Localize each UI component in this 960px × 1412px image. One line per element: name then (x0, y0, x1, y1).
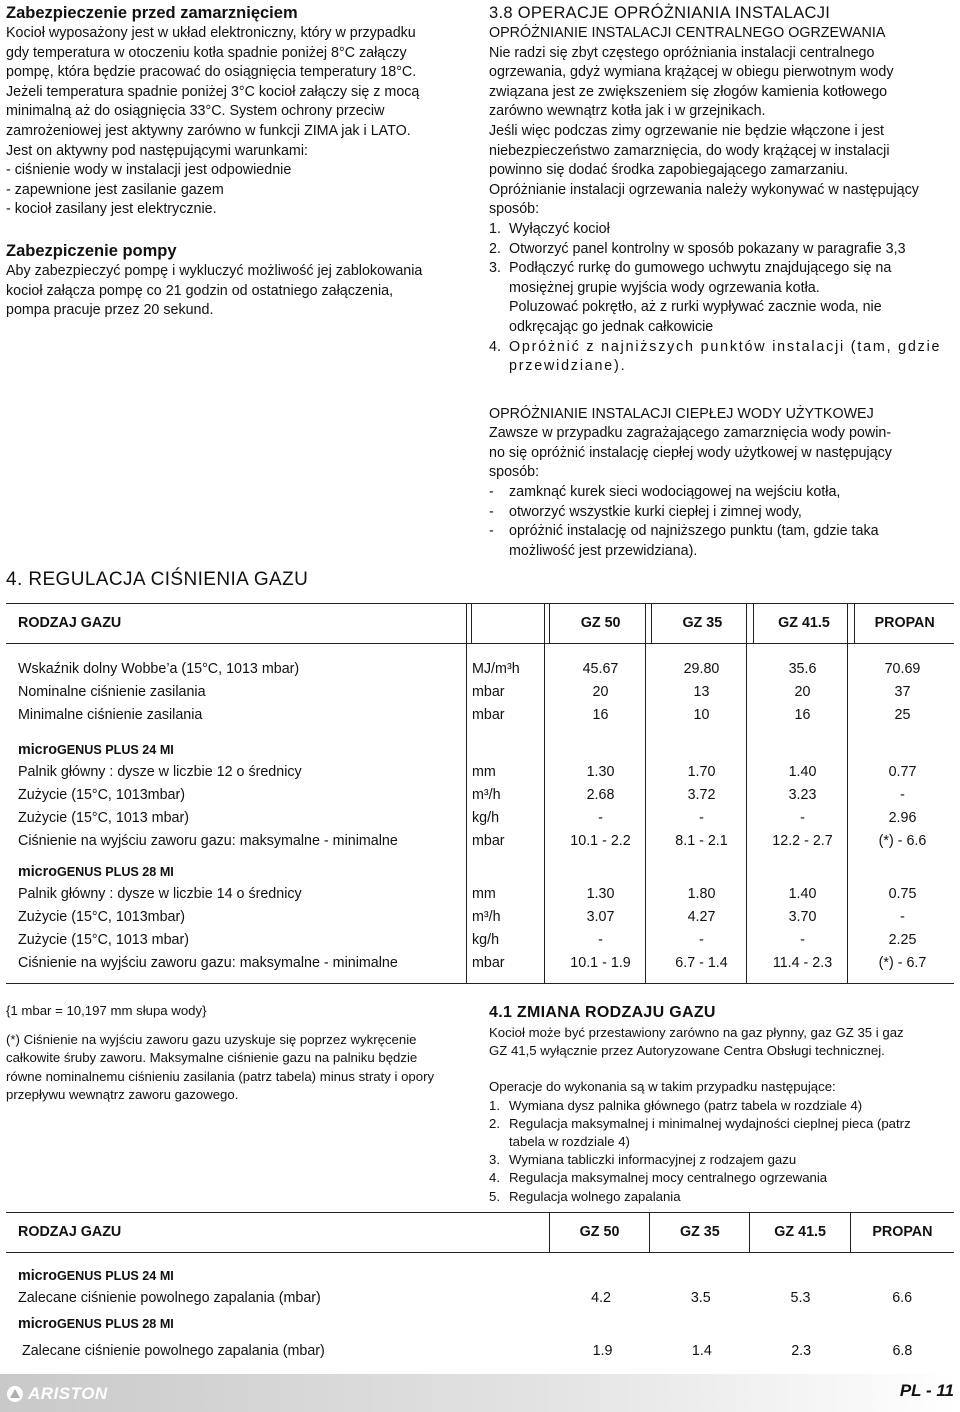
gas-change-op-text (509, 1188, 959, 1206)
row-value: 1.70 (687, 763, 716, 780)
dhw-bullet-number: - (489, 503, 494, 520)
text-line: GZ 41,5 wyłącznie przez Autoryzowane Centra Obsługi technicznej. (489, 1043, 885, 1059)
ignition-pressure-table (6, 1212, 954, 1376)
text-line: Kocioł może być przestawiony zarówno na gaz płynny, gaz GZ 35 i gaz (489, 1025, 904, 1040)
text-line: no się opróżnić instalację ciepłej wody użytkowej w następujący (489, 444, 892, 461)
row-value: 25 (894, 706, 911, 723)
table-column-divider (746, 604, 747, 983)
row-value: 3.5 (690, 1290, 711, 1307)
row-value: 0.75 (888, 885, 917, 902)
row-value: 1.40 (788, 885, 817, 902)
row-value: 37 (894, 683, 911, 700)
text-line: - ciśnienie wody w instalacji jest odpowiednie (6, 162, 292, 179)
gas-change-op-number: 4. (489, 1170, 500, 1186)
dhw-bullet (489, 522, 959, 561)
text-line: możliwość jest przewidziana). (509, 542, 698, 559)
gas-change-op-number: 3. (489, 1152, 500, 1168)
row-unit (472, 786, 550, 806)
text-line: Regulacja maksymalnej i minimalnej wydajności cieplnej pieca (patrz (509, 1115, 911, 1131)
row-label: Palnik główny : dysze w liczbie 12 o średnicy (18, 763, 302, 780)
text-line: kocioł załącza pompę co 21 godzin od ostatniego załączenia, (6, 282, 394, 299)
gas-change-op-number: 5. (489, 1188, 500, 1204)
text-line: pompa pracuje przez 20 sekund. (6, 302, 214, 319)
table-header-row (6, 604, 954, 644)
row-value: 1.4 (691, 1343, 712, 1360)
dhw-drain-text (489, 424, 959, 483)
text-line: związana jest ze zwiększeniem się złogów kamienia kotłowego (489, 83, 888, 100)
row-unit (472, 683, 550, 703)
row-value: 1.30 (586, 885, 615, 902)
row-unit (472, 954, 550, 974)
pump-protection-title: Zabezpiczenie pompy (6, 241, 177, 260)
row-label: Zalecane ciśnienie powolnego zapalania (mbar) (18, 1290, 321, 1307)
row-value: 4.2 (591, 1290, 611, 1307)
row-unit-text: mbar (472, 683, 505, 700)
dhw-bullet (489, 503, 959, 523)
row-value: 20 (592, 683, 609, 700)
text-line: Jeżeli temperatura spadnie poniżej 3°C kocioł załączy się z mocą (6, 83, 420, 100)
row-value: - (800, 931, 805, 948)
freeze-protection-title: Zabezpieczenie przed zamarznięciem (6, 4, 298, 22)
drain-subtitle: OPRÓŻNIANIE INSTALACJI CENTRALNEGO OGRZEWANIA (489, 25, 886, 41)
text-line: Wymiana tabliczki informacyjnej z rodzajem gazu (509, 1152, 797, 1168)
dhw-drain-bullets (489, 483, 959, 561)
ariston-logo (6, 1384, 108, 1404)
group-name-model: GENUS PLUS 28 MI (56, 865, 174, 880)
group-name-micro: micro (18, 742, 57, 759)
row-unit-text: mbar (472, 706, 505, 723)
drain-step-number: 1. (489, 220, 501, 237)
table-header-col: GZ 50 (549, 604, 651, 643)
row-value: 20 (794, 683, 811, 700)
row-unit (472, 832, 550, 852)
row-label: Minimalne ciśnienie zasilania (18, 706, 203, 723)
text-line: Regulacja maksymalnej mocy centralnego ogrzewania (509, 1170, 828, 1186)
row-value: 2.3 (791, 1343, 812, 1360)
table-row (6, 830, 954, 853)
row-value: - (598, 931, 603, 948)
drain-section-title: 3.8 OPERACJE OPRÓŻNIANIA INSTALACJI (489, 4, 831, 22)
table-row (6, 807, 954, 830)
row-value: 45.67 (582, 660, 619, 677)
text-line: powinno się dodać środka zapobiegającego zamarzaniu. (489, 162, 849, 179)
row-unit (472, 763, 550, 783)
row-unit (472, 885, 550, 905)
row-value: - (699, 809, 704, 826)
drain-paragraph-2 (489, 122, 959, 181)
text-line: Nie radzi się zbyt częstego opróżniania instalacji centralnego (489, 44, 875, 61)
text-line: minimalną aż do osiągnięcia 33°C. System ochrony przeciw (6, 103, 385, 120)
table-row (6, 658, 954, 681)
table-row (6, 906, 954, 929)
row-value: 12.2 - 2.7 (772, 832, 833, 849)
row-value: 2.25 (888, 931, 917, 948)
row-value: 2.68 (586, 786, 615, 803)
drain-paragraph-3 (489, 181, 959, 220)
gas-change-op-text (509, 1151, 959, 1169)
group-name-micro: micro (18, 1316, 57, 1333)
text-line: pompę, która będzie pracować do osiągnięcia temperatury 18°C. (6, 64, 417, 81)
gas-change-op (489, 1169, 959, 1187)
row-value: 3.07 (586, 908, 615, 925)
row-unit (472, 706, 550, 726)
text-line: zarówno wewnątrz kotła jak i w grzejnikach. (489, 103, 766, 120)
row-value: 29.80 (683, 660, 720, 677)
dhw-bullet-number: - (489, 523, 494, 540)
text-line: gdy temperatura w otoczeniu kotła spadnie poniżej 8°C załączy (6, 44, 407, 61)
group-name-micro: micro (18, 864, 57, 881)
row-value: 16 (794, 706, 811, 723)
drain-step (489, 338, 959, 377)
row-unit-text: mm (472, 885, 496, 902)
row-unit-text: mm (472, 763, 496, 780)
row-unit-text: m³/h (472, 786, 501, 803)
right-column (489, 2, 959, 561)
dhw-drain-title: OPRÓŻNIANIE INSTALACJI CIEPŁEJ WODY UŻYTKOWEJ (489, 405, 874, 422)
group-name-micro: micro (18, 1268, 57, 1285)
row-value: - (900, 908, 905, 925)
row-value: 1.40 (788, 763, 817, 780)
gas-change-op-text (509, 1115, 959, 1151)
row-value: 2.96 (888, 809, 917, 826)
text-line: zamknąć kurek sieci wodociągowej na wejściu kotła, (509, 484, 841, 501)
gas-pressure-table (6, 603, 954, 984)
row-label: Zalecane ciśnienie powolnego zapalania (mbar) (22, 1343, 325, 1360)
row-value: - (598, 809, 603, 826)
drain-step-text (509, 240, 959, 260)
row-label: Ciśnienie na wyjściu zaworu gazu: maksymalne - minimalne (18, 832, 398, 849)
table-header-col: PROPAN (850, 1213, 954, 1252)
drain-step-number: 4. (489, 338, 501, 355)
text-line: Otworzyć panel kontrolny w sposób pokazany w paragrafie 3,3 (509, 240, 906, 257)
text-line: niebezpieczeństwo zamarznięcia, do wody krążącej w instalacji (489, 142, 890, 159)
gas-change-op-text (509, 1169, 959, 1187)
text-line: otworzyć wszystkie kurki ciepłej i zimnej wody, (509, 503, 802, 520)
text-line: Wymiana dysz palnika głównego (patrz tabela w rozdziale 4) (509, 1097, 863, 1113)
text-line: przepływu wewnątrz zaworu gazowego. (6, 1086, 239, 1102)
row-value: 10.1 - 1.9 (570, 954, 631, 971)
row-value: - (800, 809, 805, 826)
drain-step-text (509, 338, 959, 377)
gas-change-op (489, 1151, 959, 1169)
drain-steps (489, 220, 959, 377)
row-value: 6.8 (892, 1343, 913, 1360)
table-row (6, 784, 954, 807)
notes (6, 1002, 476, 1104)
gas-change-op (489, 1115, 959, 1151)
row-unit-text: mbar (472, 954, 505, 971)
footer-bar (0, 1374, 960, 1412)
text-line: przewidziane). (509, 358, 627, 375)
gas-change-text (489, 1024, 959, 1060)
row-label: Palnik główny : dysze w liczbie 14 o średnicy (18, 885, 302, 902)
text-line: odkręcając go jednak całkowicie (509, 318, 714, 335)
row-value: 11.4 - 2.3 (772, 954, 833, 971)
dhw-bullet-text (509, 522, 959, 561)
group-name-model: GENUS PLUS 28 MI (56, 1317, 174, 1332)
table-column-divider (645, 604, 646, 983)
row-unit-text: mbar (472, 832, 505, 849)
gas-change-op-text (509, 1097, 959, 1115)
row-unit-text: m³/h (472, 908, 501, 925)
table-row (6, 681, 954, 704)
table-header-label: RODZAJ GAZU (18, 614, 122, 631)
row-value: 8.1 - 2.1 (675, 832, 728, 849)
footnote (6, 1031, 476, 1104)
gas-change-title: 4.1 ZMIANA RODZAJU GAZU (489, 1004, 716, 1021)
table-column-divider (847, 604, 848, 983)
table-header-row (6, 1213, 954, 1253)
section-4-title: 4. REGULACJA CIŚNIENIA GAZU (6, 569, 309, 590)
text-line: Poluzować pokrętło, aż z rurki wypływać zacznie woda, nie (509, 299, 882, 316)
table-header-col: GZ 50 (549, 1213, 649, 1252)
table-header-col: PROPAN (854, 604, 954, 643)
gas-change-op-number: 1. (489, 1097, 500, 1113)
row-label: Nominalne ciśnienie zasilania (18, 683, 206, 700)
dhw-bullet (489, 483, 959, 503)
row-value: 5.3 (790, 1290, 811, 1307)
row-value: 3.23 (788, 786, 817, 803)
table-row (6, 761, 954, 784)
group-name-model: GENUS PLUS 24 MI (56, 743, 174, 758)
row-label: Wskaźnik dolny Wobbe’a (15°C, 1013 mbar) (18, 660, 300, 677)
table-row (6, 929, 954, 952)
table-header-col: GZ 35 (651, 604, 753, 643)
row-value: 1.9 (592, 1343, 613, 1360)
page-number: PL - 11 (899, 1381, 954, 1400)
text-line: Kocioł wyposażony jest w układ elektroniczny, który w przypadku (6, 25, 416, 41)
text-line: opróżnić instalację od najniższego punktu (tam, gdzie taka (509, 523, 879, 540)
mbar-conversion-note: {1 mbar = 10,197 mm słupa wody} (6, 1003, 207, 1018)
freeze-protection-text (6, 24, 466, 220)
table-row (6, 952, 954, 975)
table-group-title (6, 727, 954, 761)
drain-step-text (509, 259, 959, 337)
table-header-label: RODZAJ GAZU (18, 1223, 122, 1240)
table-header-col: GZ 41.5 (749, 1213, 849, 1252)
gas-change-section (489, 1002, 959, 1206)
drain-step-number: 3. (489, 260, 501, 277)
row-value: - (900, 786, 905, 803)
row-label: Zużycie (15°C, 1013 mbar) (18, 809, 189, 826)
table-header-col: GZ 35 (649, 1213, 749, 1252)
row-value: 6.7 - 1.4 (675, 954, 728, 971)
table-group-title (6, 1253, 954, 1287)
row-unit-text: kg/h (472, 809, 500, 826)
row-value: (*) - 6.7 (878, 954, 927, 971)
row-unit-text: kg/h (472, 931, 500, 948)
group-name-model: GENUS PLUS 24 MI (56, 1269, 174, 1284)
row-value: 1.80 (687, 885, 716, 902)
text-line: tabela w rozdziale 4) (509, 1134, 630, 1150)
gas-change-ops (489, 1097, 959, 1206)
drain-step (489, 220, 959, 240)
dhw-bullet-number: - (489, 484, 494, 501)
text-line: całkowite śruby zaworu. Maksymalne ciśnienie gazu na palniku będzie (6, 1050, 418, 1066)
row-value: 16 (592, 706, 609, 723)
text-line: mosiężnej grupie wyjścia wody ogrzewania kotła. (509, 279, 820, 296)
brand-name: ARISTON (28, 1384, 108, 1403)
drain-step-text (509, 220, 959, 240)
row-label: Ciśnienie na wyjściu zaworu gazu: maksymalne - minimalne (18, 954, 398, 971)
row-value: 13 (693, 683, 710, 700)
table-header-unit-cell (471, 604, 550, 643)
left-column (6, 2, 466, 321)
text-line: Opróżnić z najniższych punktów instalacji (tam, gdzie (509, 338, 942, 355)
text-line: Zawsze w przypadku zagrażającego zamarznięcia wody powin- (489, 425, 892, 442)
row-value: 1.30 (586, 763, 615, 780)
row-unit (472, 931, 550, 951)
drain-step (489, 240, 959, 260)
row-value: 4.27 (687, 908, 716, 925)
row-value: 0.77 (888, 763, 917, 780)
text-line: Jeśli więc podczas zimy ogrzewanie nie będzie włączone i jest (489, 122, 884, 139)
text-line: ogrzewania, gdyż wymiana krążącej w obiegu pierwotnym wody (489, 64, 894, 81)
drain-paragraph-1 (489, 44, 959, 122)
row-value: - (699, 931, 704, 948)
table-group-title (6, 1311, 954, 1335)
table-row (6, 1335, 954, 1369)
row-value: 35.6 (788, 660, 817, 677)
row-value: 10.1 - 2.2 (570, 832, 631, 849)
text-line: Podłączyć rurkę do gumowego uchwytu znajdującego się na (509, 260, 892, 277)
row-unit (472, 809, 550, 829)
drain-step-number: 2. (489, 240, 501, 257)
table-column-divider (544, 604, 545, 983)
text-line: - kocioł zasilany jest elektrycznie. (6, 201, 217, 218)
table-row (6, 883, 954, 906)
row-unit-text: MJ/m³h (472, 660, 520, 677)
row-label: Zużycie (15°C, 1013 mbar) (18, 931, 189, 948)
text-line: (*) Ciśnienie na wyjściu zaworu gazu uzyskuje się poprzez wykręcenie (6, 1032, 417, 1048)
row-value: 70.69 (884, 660, 921, 677)
row-value: (*) - 6.6 (878, 832, 927, 849)
text-line: równe nominalnemu ciśnieniu zasilania (patrz tabela) minus straty i opory (6, 1068, 435, 1084)
row-unit (472, 660, 550, 680)
drain-step (489, 259, 959, 337)
text-line: - zapewnione jest zasilanie gazem (6, 181, 224, 198)
gas-change-op-number: 2. (489, 1115, 500, 1131)
row-value: 3.72 (687, 786, 716, 803)
text-line: Aby zabezpieczyć pompę i wykluczyć możliwość jej zablokowania (6, 262, 423, 279)
gas-change-op (489, 1097, 959, 1115)
dhw-bullet-text (509, 483, 959, 503)
text-line: zamrożeniowej jest aktywny zarówno w funkcji ZIMA jak i LATO. (6, 122, 411, 139)
table-header-col: GZ 41.5 (753, 604, 855, 643)
text-line: Regulacja wolnego zapalania (509, 1188, 681, 1204)
text-line: sposób: (489, 201, 540, 218)
table-row (6, 704, 954, 727)
table-group-title (6, 853, 954, 883)
ariston-logo-icon (6, 1385, 24, 1403)
gas-change-op (489, 1188, 959, 1206)
row-value: 10 (693, 706, 710, 723)
row-label: Zużycie (15°C, 1013mbar) (18, 908, 186, 925)
text-line: sposób: (489, 464, 540, 481)
pump-protection-text (6, 262, 466, 321)
row-value: 3.70 (788, 908, 817, 925)
table-row (6, 1287, 954, 1311)
dhw-bullet-text (509, 503, 959, 523)
gas-change-ops-intro: Operacje do wykonania są w takim przypadku następujące: (489, 1079, 836, 1095)
row-unit (472, 908, 550, 928)
row-label: Zużycie (15°C, 1013mbar) (18, 786, 186, 803)
table-column-divider (466, 604, 467, 983)
text-line: Wyłączyć kocioł (509, 220, 610, 237)
row-value: 6.6 (892, 1290, 913, 1307)
text-line: Jest on aktywny pod następującymi warunkami: (6, 142, 308, 159)
text-line: Opróżnianie instalacji ogrzewania należy wykonywać w następujący (489, 181, 919, 198)
